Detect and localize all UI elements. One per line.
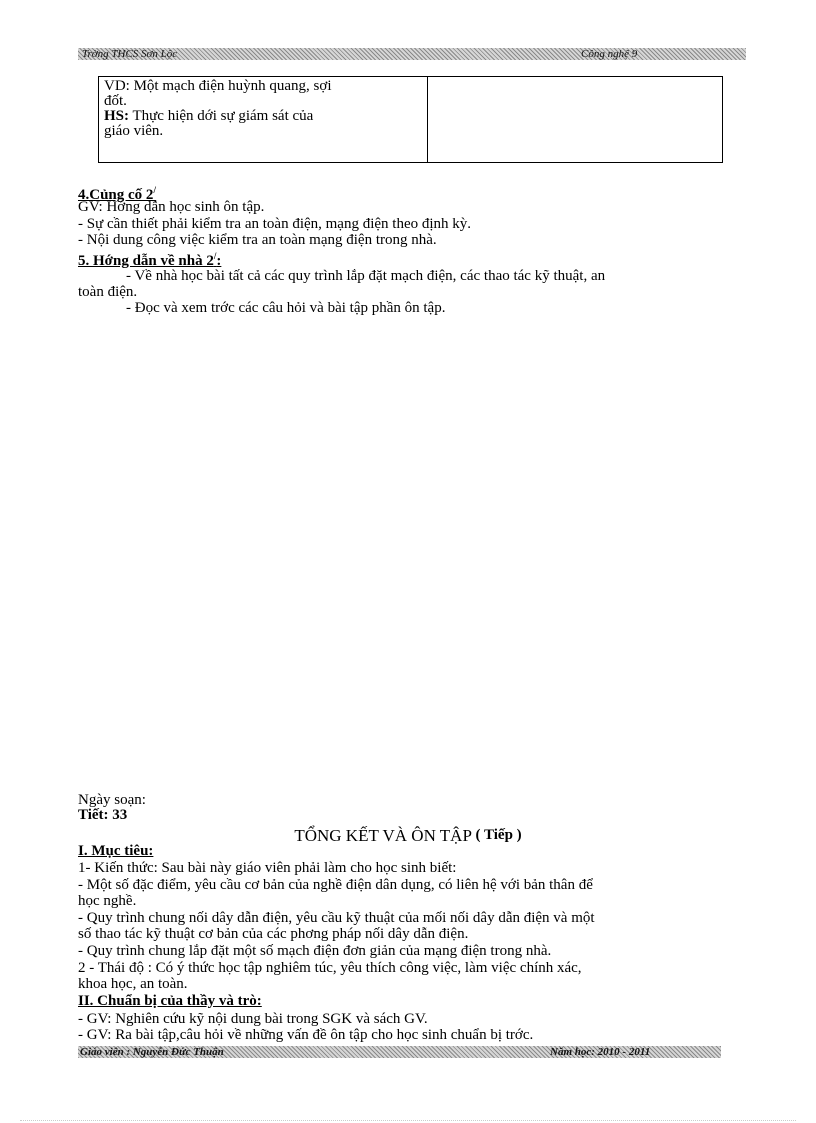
muc-tieu-line: - Quy trình chung lắp đặt một số mạch điện đơn giản của mạng điện trong nhà.	[78, 943, 552, 959]
section4-line: GV: Hớng dẫn học sinh ôn tập.	[78, 199, 265, 215]
table-line: VD: Một mạch điện huỳnh quang, sợi	[104, 78, 332, 94]
section5-line: - Về nhà học bài tất cả các quy trình lắp đặt mạch điện, các thao tác kỹ thuật, an	[126, 268, 606, 284]
muc-tieu-line: học nghề.	[78, 893, 137, 909]
footer-year: Năm học: 2010 - 2011	[550, 1046, 651, 1058]
chuan-bi-line: - GV: Ra bài tập,câu hỏi về những vấn đề ôn tập cho học sinh chuẩn bị trớc.	[78, 1027, 534, 1043]
section4-line: - Nội dung công việc kiểm tra an toàn mạng điện trong nhà.	[78, 232, 437, 248]
footer-teacher: Giáo viên : Nguyễn Đức Thuận	[80, 1046, 224, 1058]
muc-tieu-line: 1- Kiến thức: Sau bài này giáo viên phải làm cho học sinh biết:	[78, 860, 457, 876]
muc-tieu-line: 2 - Thái độ : Có ý thức học tập nghiêm túc, yêu thích công việc, làm việc chính xác,	[78, 960, 582, 976]
activity-left-cell	[99, 77, 428, 163]
ngay-soan: Ngày soạn:	[78, 792, 146, 808]
header-bar	[78, 48, 746, 60]
table-line: đốt.	[104, 93, 127, 109]
muc-tieu-line: - Quy trình chung nối dây dẫn điện, yêu cầu kỹ thuật của mối nối dây dẫn điện và một	[78, 910, 595, 926]
tiet-label: Tiết: 33	[78, 807, 128, 823]
section5-line: toàn điện.	[78, 284, 138, 300]
page-bottom-divider	[20, 1120, 796, 1121]
section4-heading: 4.Củng cố 2/	[78, 185, 156, 203]
header-subject: Công nghệ 9	[581, 48, 638, 60]
header-school: Trờng THCS Sơn Lộc	[82, 48, 178, 60]
section5-heading: 5. Hớng dẫn về nhà 2/:	[78, 251, 222, 269]
muc-tieu-line: khoa học, an toàn.	[78, 976, 188, 992]
table-line: giáo viên.	[104, 123, 164, 139]
table-line: HS: Thực hiện dới sự giám sát của	[104, 108, 314, 124]
muc-tieu-line: - Một số đặc điểm, yêu cầu cơ bản của nghề điện dân dụng, có liên hệ với bản thân để	[78, 877, 593, 893]
lesson-title: TỔNG KẾT VÀ ÔN TẬP ( Tiếp )	[294, 826, 522, 845]
muc-tieu-line: số thao tác kỹ thuật cơ bản của các phơng pháp nối dây dẫn điện.	[78, 926, 469, 942]
activity-right-cell	[428, 77, 723, 163]
section5-line: - Đọc và xem trớc các câu hỏi và bài tập phần ôn tập.	[126, 300, 446, 316]
chuan-bi-line: - GV: Nghiên cứu kỹ nội dung bài trong SGK và sách GV.	[78, 1011, 428, 1027]
activity-table	[98, 76, 723, 163]
muc-tieu-heading: I. Mục tiêu:	[78, 843, 154, 859]
chuan-bi-heading: II. Chuẩn bị của thầy và trò:	[78, 993, 262, 1009]
section4-line: - Sự cần thiết phải kiểm tra an toàn điện, mạng điện theo định kỳ.	[78, 216, 472, 232]
